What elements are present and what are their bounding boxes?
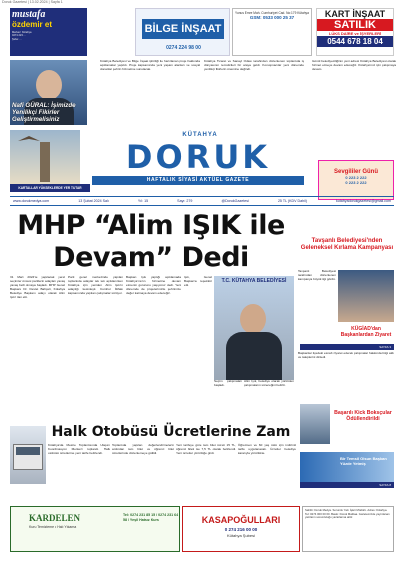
kart-phone: 0544 678 18 04	[317, 36, 393, 47]
sidebar-text: Başkanlar ilçedeki esnafı ziyaret ederek çalışmalar hakkında bilgi aldı ve taleplerini dinledi.	[298, 351, 394, 359]
website-link[interactable]: www.dorukmedya.com	[13, 199, 50, 203]
sidebar-banner	[300, 452, 394, 482]
main-article-column: Seçim çalışmaları başladı.	[214, 379, 242, 387]
ad-address-box	[232, 8, 312, 56]
kardelen-sub: Kuru Temizleme • Halı Yıkama	[29, 525, 77, 529]
ad-kardelen	[10, 506, 180, 552]
print-header: Doruk Gazetesi | 13.02.2024 | Sayfa 1	[2, 0, 63, 4]
valentines-title: Sevgililer Günü	[333, 169, 378, 175]
kart-satilik: SATILIK	[317, 19, 393, 31]
sidebar-headline: Başarılı Kick Boksçular Ödüllendirildi	[334, 410, 392, 422]
issue-date: 13 Şubat 2024 Salı	[78, 199, 109, 203]
kardelen-phones: Tel: 0274 231 85 15 / 0274 231 64 58 / Yeşil Hatsız Kurs	[123, 513, 179, 522]
sidebar-photo	[338, 270, 394, 322]
sidebar-headline: KÜGİAD'dan Başkanlardan Ziyaret	[340, 326, 392, 338]
sidebar-headline: Tavşanlı Belediyesi'nden Geleneksel Kırlama Kampanyası	[300, 238, 394, 251]
issue-year: Yıl: 15	[137, 199, 149, 203]
ad-bilge-insaat	[135, 8, 230, 56]
mayor-photo	[214, 276, 294, 380]
kart-desc: LÜKS DAİRE ve İŞYERLERİ	[328, 31, 382, 36]
kart-name: KART İNŞAAT	[317, 9, 393, 19]
eagle-icon	[18, 136, 40, 146]
main-article-column: Işık, Genel Başkan'a teşekkür etti.	[184, 275, 212, 287]
kasap-branch: Kütahya Şubesi	[226, 533, 256, 538]
ad-ozdemir-line: Merkez: Kütahya	[12, 31, 32, 34]
valentines-phone: 0 223 2 222	[345, 180, 367, 185]
top-article-text: Kütahya Ticaret ve Sanayi Odası tarafından düzenlenen toplantıda iş dünyasının temsilcileri bir araya geldi. Konuşmacılar yeni dönemde yenilikçi fikirlerin önemine değindi.	[204, 59, 304, 71]
page-ref-bar: SAYFA 8	[300, 482, 394, 488]
ad-valentines	[318, 160, 394, 200]
top-article-text: Gönül belediyeciliğinin yeni adresi Kütahya Belediyesi olarak hizmet etmeye devam edeceğiz. Kütahya'mız için çalışmaya devam.	[312, 59, 396, 71]
kasap-name: KASAPOĞULLARI	[201, 515, 281, 525]
bilge-phone: 0274 224 98 00	[166, 45, 201, 51]
second-article-column: Kütahya'da Mesire Toplantısında Ulaşım Koordinasyon Merkezi toplandı. Halk otobüsü ücretlerine yeni tarife belirlendi.	[48, 443, 110, 455]
sidebar-photo	[300, 404, 330, 444]
bilge-logo: BİLGE İNŞAAT	[142, 19, 224, 39]
sidebar-banner-text: Bir Temsil Olsun Başkan Yüzde Yetmiş	[340, 456, 387, 466]
info-bar	[10, 196, 394, 206]
masthead-logo: DORUK	[125, 138, 271, 176]
valentines-phone: 0 223 2 222	[345, 175, 367, 180]
left-column-heading: Nafi GÜRAL: İşimizde Yenilikçi Fikirler Geliştirmelisiniz	[12, 102, 76, 123]
main-article-column: Alim Işık, belediye olarak yürütülen çalışmaların süreceğini belirtti.	[244, 379, 294, 387]
imprint-box: Sahibi: Doruk Medya. Sorumlu Yazı İşleri Müdürü. Adres: Kütahya. Tel: 0274 000 00 00. Baskı: Doruk Matbaa. Gazetemizde yayınlanan yazıların sorumluluğu yazarlarına aittir.	[302, 506, 394, 552]
ad-kart-insaat	[316, 8, 394, 56]
masthead-caption: KARTALLAR YÜKSEKLERDE YER TUTAR	[10, 184, 90, 192]
second-headline: Halk Otobüsü Ücretlerine Zam	[51, 424, 291, 440]
kasap-phone: 0 274 216 00 00	[224, 527, 258, 532]
social-handle[interactable]: @DorukGazetesi	[221, 199, 249, 203]
ad-ozdemir-line: Şube: ...	[12, 37, 22, 41]
masthead-tagline: HAFTALIK SİYASİ AKTÜEL GAZETE	[92, 176, 304, 185]
ad-ozdemir-subtitle: özdemir et	[12, 20, 53, 29]
bus-photo	[10, 426, 46, 484]
main-article-column: 31 Mart 2024'te yapılacak yerel seçimler öncesi partilerin adayları yavaş yavaş belli olmaya başladı. MHP Genel Başkanı Dr. Devlet Bahçeli, Kütahya Belediye Başkanı adayı olarak Alim Işık'ı ilan etti.	[10, 275, 65, 299]
kardelen-name: KARDELEN	[29, 513, 81, 523]
ad-ozdemir	[10, 8, 87, 56]
issue-price: 25 TL (KDV Dahil)	[277, 199, 307, 203]
main-headline: MHP “Alim IŞIK ile Devam” Dedi	[17, 210, 285, 273]
ad-address-text: Yunus Emre Mah. Cumhuriyet Cad. No:179 Kütahya	[235, 11, 309, 15]
second-article-column: Öğretmen ve 60 yaş üstü için indirimli tarife uygulanacak. Ücretler belediye kararıyla yürürlükte.	[238, 443, 296, 455]
main-article-column: Parti genel merkezinde yapılan toplantıda adaylar tek tek açıklanırken Kütahya için yeniden Alim Işık'ın adaylığı kesinleşti. Cumhur İttifakı kapsamında yapılan çalışmalar sürüyor.	[68, 275, 123, 295]
masthead-city: KÜTAHYA	[182, 132, 218, 138]
ad-address-gsm: GSM: 0533 000 25 37	[249, 15, 295, 21]
ad-kasapogullari	[182, 506, 300, 552]
sidebar-text: Tavşanlı Belediyesi tarafından düzenlenen kampanya büyük ilgi gördü.	[298, 269, 336, 281]
main-article-column: Başkan Işık yaptığı açıklamada Kütahya'mızın hizmetine devam etmenin gururunu yaşıyoruz dedi. Yeni dönemde de projelerimizle şehrimize değer katmaya devam edeceğiz.	[126, 275, 181, 295]
issue-number: Sayı: 279	[177, 199, 193, 203]
ad-ozdemir-line: 0274 223 ...	[12, 34, 26, 38]
municipality-banner: T.C. KÜTAHYA BELEDİYESİ	[221, 278, 287, 284]
masthead-eagle-image	[10, 130, 80, 184]
page-ref-bar: SAYFA 3	[300, 344, 394, 350]
top-article-text: Kütahya Belediyesi ve Bilge İnşaat işbirliği ile hazırlanan proje hakkında açıklamalar yapıldı. Proje kapsamında yeni yaşam alanları ve sosyal donatılar şehrin hizmetine sunulacak.	[100, 59, 200, 71]
ad-ozdemir-title: mustafa	[12, 9, 46, 20]
second-article-column: Toplantıda yapılan değerlendirmelerin ardından tam bilet ve öğrenci bilet ücretlerinde düzenlemeye gidildi.	[112, 443, 174, 455]
second-article-column: Yeni tarifeye göre tam bilet ücreti 15 TL, öğrenci bileti ise 7,5 TL olarak belirlendi. Yeni ücretler yürürlüğe girdi.	[176, 443, 236, 455]
email-link[interactable]: kutahyadorukgazetesi@gmail.com	[335, 199, 391, 203]
